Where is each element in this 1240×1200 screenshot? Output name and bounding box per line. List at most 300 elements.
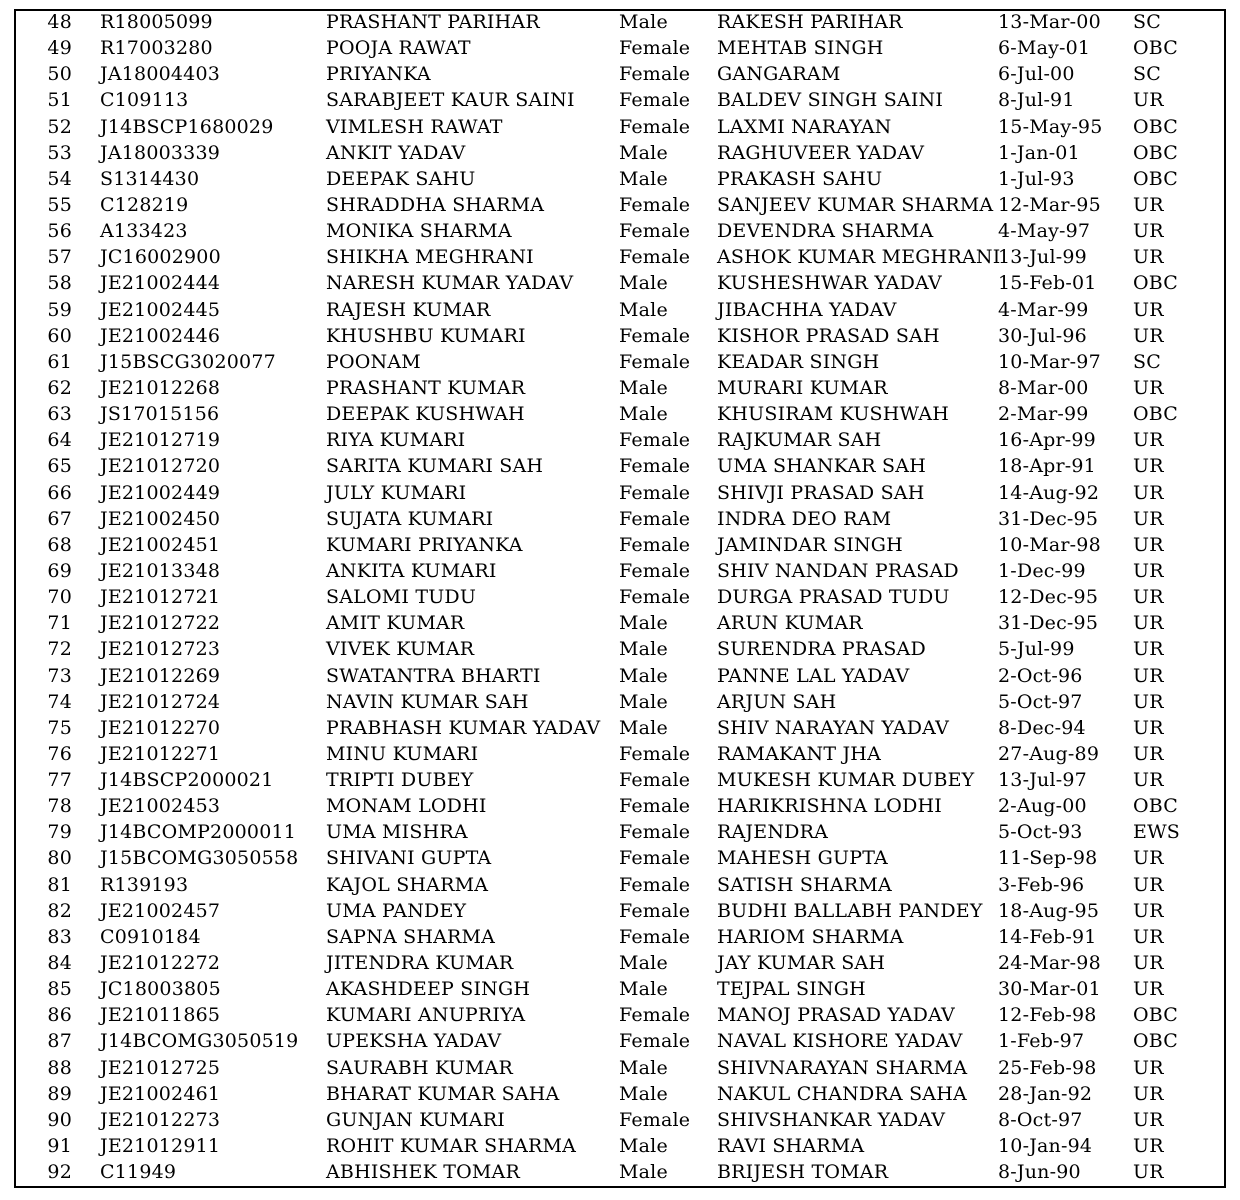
- roll-number-cell: JE21002453: [100, 795, 221, 818]
- date-of-birth-cell: 12-Dec-95: [998, 586, 1099, 609]
- candidate-name-cell: UMA PANDEY: [326, 899, 467, 922]
- serial-number-cell: 70: [47, 586, 72, 609]
- father-name-cell: MEHTAB SINGH: [717, 37, 884, 60]
- father-name-cell: DURGA PRASAD TUDU: [717, 586, 950, 609]
- date-of-birth-cell: 15-May-95: [998, 115, 1103, 138]
- table-row: [16, 87, 1226, 113]
- serial-number-cell: 76: [47, 742, 72, 765]
- table-row: [16, 532, 1226, 558]
- gender-cell: Female: [619, 742, 691, 765]
- category-cell: UR: [1133, 429, 1164, 452]
- candidate-name-cell: PRASHANT KUMAR: [326, 376, 526, 399]
- candidate-name-cell: ANKITA KUMARI: [326, 559, 497, 582]
- serial-number-cell: 49: [47, 37, 72, 60]
- category-cell: UR: [1133, 952, 1164, 975]
- serial-number-cell: 59: [47, 298, 72, 321]
- roll-number-cell: S1314430: [100, 167, 200, 190]
- serial-number-cell: 83: [47, 925, 72, 948]
- category-cell: OBC: [1133, 272, 1179, 295]
- roll-number-cell: J15BSCG3020077: [100, 350, 276, 373]
- roll-number-cell: JE21012273: [100, 1108, 221, 1131]
- serial-number-cell: 71: [47, 612, 72, 635]
- serial-number-cell: 75: [47, 716, 72, 739]
- roll-number-cell: JE21012721: [100, 586, 221, 609]
- gender-cell: Male: [619, 978, 668, 1001]
- date-of-birth-cell: 25-Feb-98: [998, 1056, 1097, 1079]
- roll-number-cell: J14BCOMG3050519: [100, 1030, 299, 1053]
- candidate-name-cell: UPEKSHA YADAV: [326, 1030, 502, 1053]
- category-cell: UR: [1133, 376, 1164, 399]
- candidate-name-cell: KUMARI PRIYANKA: [326, 533, 523, 556]
- roll-number-cell: JE21012272: [100, 952, 221, 975]
- gender-cell: Female: [619, 63, 691, 86]
- serial-number-cell: 86: [47, 1004, 72, 1027]
- serial-number-cell: 48: [47, 11, 72, 33]
- candidate-name-cell: DEEPAK SAHU: [326, 167, 476, 190]
- date-of-birth-cell: 4-Mar-99: [998, 298, 1089, 321]
- candidate-name-cell: AMIT KUMAR: [326, 612, 465, 635]
- gender-cell: Male: [619, 167, 668, 190]
- table-row: [16, 9, 1226, 35]
- table-row: [16, 741, 1226, 767]
- candidate-name-cell: SWATANTRA BHARTI: [326, 664, 541, 687]
- category-cell: UR: [1133, 246, 1164, 269]
- date-of-birth-cell: 27-Aug-89: [998, 742, 1100, 765]
- table-row: [16, 584, 1226, 610]
- date-of-birth-cell: 1-Feb-97: [998, 1030, 1085, 1053]
- roll-number-cell: J14BSCP1680029: [100, 115, 274, 138]
- roll-number-cell: JE21012911: [100, 1135, 221, 1158]
- roll-number-cell: C0910184: [100, 925, 201, 948]
- category-cell: UR: [1133, 769, 1164, 792]
- table-row: [16, 950, 1226, 976]
- category-cell: UR: [1133, 455, 1164, 478]
- serial-number-cell: 68: [47, 533, 72, 556]
- category-cell: UR: [1133, 193, 1164, 216]
- table-row: [16, 1055, 1226, 1081]
- candidate-name-cell: PRASHANT PARIHAR: [326, 11, 540, 33]
- roll-number-cell: JE21012270: [100, 716, 221, 739]
- candidate-name-cell: POONAM: [326, 350, 421, 373]
- father-name-cell: KISHOR PRASAD SAH: [717, 324, 940, 347]
- gender-cell: Female: [619, 115, 691, 138]
- date-of-birth-cell: 1-Jan-01: [998, 141, 1080, 164]
- roll-number-cell: JE21012271: [100, 742, 221, 765]
- gender-cell: Female: [619, 873, 691, 896]
- gender-cell: Male: [619, 272, 668, 295]
- roll-number-cell: JE21002444: [100, 272, 221, 295]
- father-name-cell: RAMAKANT JHA: [717, 742, 881, 765]
- father-name-cell: INDRA DEO RAM: [717, 507, 892, 530]
- serial-number-cell: 61: [47, 350, 72, 373]
- date-of-birth-cell: 28-Jan-92: [998, 1082, 1093, 1105]
- table-row: [16, 114, 1226, 140]
- date-of-birth-cell: 5-Oct-93: [998, 821, 1083, 844]
- father-name-cell: BUDHI BALLABH PANDEY: [717, 899, 983, 922]
- roll-number-cell: JE21012719: [100, 429, 221, 452]
- category-cell: UR: [1133, 533, 1164, 556]
- serial-number-cell: 67: [47, 507, 72, 530]
- roll-number-cell: JE21002449: [100, 481, 221, 504]
- date-of-birth-cell: 12-Mar-95: [998, 193, 1101, 216]
- table-row: [16, 506, 1226, 532]
- table-row: [16, 192, 1226, 218]
- father-name-cell: SANJEEV KUMAR SHARMA: [717, 193, 994, 216]
- candidate-name-cell: MONIKA SHARMA: [326, 220, 512, 243]
- table-row: [16, 845, 1226, 871]
- father-name-cell: BALDEV SINGH SAINI: [717, 89, 944, 112]
- roll-number-cell: JE21002446: [100, 324, 221, 347]
- father-name-cell: JAMINDAR SINGH: [717, 533, 903, 556]
- gender-cell: Female: [619, 220, 691, 243]
- table-row: [16, 480, 1226, 506]
- gender-cell: Female: [619, 533, 691, 556]
- date-of-birth-cell: 11-Sep-98: [998, 847, 1098, 870]
- gender-cell: Male: [619, 1056, 668, 1079]
- category-cell: OBC: [1133, 115, 1179, 138]
- candidate-name-cell: AKASHDEEP SINGH: [326, 978, 531, 1001]
- father-name-cell: SURENDRA PRASAD: [717, 638, 926, 661]
- serial-number-cell: 66: [47, 481, 72, 504]
- serial-number-cell: 56: [47, 220, 72, 243]
- gender-cell: Female: [619, 1108, 691, 1131]
- candidate-name-cell: ANKIT YADAV: [326, 141, 466, 164]
- date-of-birth-cell: 18-Aug-95: [998, 899, 1100, 922]
- table-row: [16, 924, 1226, 950]
- gender-cell: Female: [619, 795, 691, 818]
- serial-number-cell: 88: [47, 1056, 72, 1079]
- roll-number-cell: J15BCOMG3050558: [100, 847, 299, 870]
- serial-number-cell: 87: [47, 1030, 72, 1053]
- table-row: [16, 636, 1226, 662]
- father-name-cell: KEADAR SINGH: [717, 350, 880, 373]
- father-name-cell: UMA SHANKAR SAH: [717, 455, 926, 478]
- candidate-name-cell: PRIYANKA: [326, 63, 431, 86]
- table-row: [16, 61, 1226, 87]
- table-row: [16, 244, 1226, 270]
- candidate-name-cell: TRIPTI DUBEY: [326, 769, 474, 792]
- serial-number-cell: 50: [47, 63, 72, 86]
- candidate-name-cell: MONAM LODHI: [326, 795, 487, 818]
- father-name-cell: HARIKRISHNA LODHI: [717, 795, 942, 818]
- category-cell: UR: [1133, 638, 1164, 661]
- category-cell: OBC: [1133, 141, 1179, 164]
- roll-number-cell: C128219: [100, 193, 189, 216]
- category-cell: OBC: [1133, 795, 1179, 818]
- category-cell: SC: [1133, 63, 1161, 86]
- category-cell: UR: [1133, 481, 1164, 504]
- category-cell: UR: [1133, 324, 1164, 347]
- candidate-name-cell: NAVIN KUMAR SAH: [326, 690, 529, 713]
- roll-number-cell: JA18004403: [100, 63, 221, 86]
- father-name-cell: NAKUL CHANDRA SAHA: [717, 1082, 967, 1105]
- roll-number-cell: J14BCOMP2000011: [100, 821, 297, 844]
- serial-number-cell: 89: [47, 1082, 72, 1105]
- roll-number-cell: JE21012724: [100, 690, 221, 713]
- table-row: [16, 819, 1226, 845]
- gender-cell: Female: [619, 193, 691, 216]
- category-cell: UR: [1133, 925, 1164, 948]
- gender-cell: Female: [619, 455, 691, 478]
- table-row: [16, 610, 1226, 636]
- father-name-cell: JAY KUMAR SAH: [717, 952, 886, 975]
- roll-number-cell: JE21012268: [100, 376, 221, 399]
- table-row: [16, 715, 1226, 741]
- father-name-cell: KUSHESHWAR YADAV: [717, 272, 942, 295]
- date-of-birth-cell: 8-Mar-00: [998, 376, 1089, 399]
- date-of-birth-cell: 8-Jul-91: [998, 89, 1075, 112]
- candidate-name-cell: JULY KUMARI: [326, 481, 467, 504]
- category-cell: UR: [1133, 978, 1164, 1001]
- candidate-name-cell: RAJESH KUMAR: [326, 298, 491, 321]
- category-cell: UR: [1133, 899, 1164, 922]
- serial-number-cell: 92: [47, 1161, 72, 1184]
- serial-number-cell: 73: [47, 664, 72, 687]
- gender-cell: Male: [619, 11, 668, 33]
- roll-number-cell: R17003280: [100, 37, 213, 60]
- date-of-birth-cell: 24-Mar-98: [998, 952, 1101, 975]
- roll-number-cell: JE21012725: [100, 1056, 221, 1079]
- roll-number-cell: JE21012720: [100, 455, 221, 478]
- gender-cell: Male: [619, 298, 668, 321]
- gender-cell: Male: [619, 716, 668, 739]
- category-cell: UR: [1133, 507, 1164, 530]
- category-cell: UR: [1133, 298, 1164, 321]
- serial-number-cell: 74: [47, 690, 72, 713]
- gender-cell: Male: [619, 1161, 668, 1184]
- category-cell: UR: [1133, 1108, 1164, 1131]
- father-name-cell: BRIJESH TOMAR: [717, 1161, 889, 1184]
- serial-number-cell: 77: [47, 769, 72, 792]
- table-row: [16, 375, 1226, 401]
- candidate-name-cell: UMA MISHRA: [326, 821, 468, 844]
- father-name-cell: SHIV NARAYAN YADAV: [717, 716, 950, 739]
- serial-number-cell: 79: [47, 821, 72, 844]
- gender-cell: Male: [619, 403, 668, 426]
- father-name-cell: ASHOK KUMAR MEGHRANI: [717, 246, 1001, 269]
- gender-cell: Female: [619, 847, 691, 870]
- roll-number-cell: JS17015156: [100, 403, 220, 426]
- gender-cell: Female: [619, 769, 691, 792]
- serial-number-cell: 72: [47, 638, 72, 661]
- candidate-name-cell: PRABHASH KUMAR YADAV: [326, 716, 601, 739]
- serial-number-cell: 90: [47, 1108, 72, 1131]
- category-cell: UR: [1133, 742, 1164, 765]
- roll-number-cell: JE21002445: [100, 298, 221, 321]
- date-of-birth-cell: 14-Aug-92: [998, 481, 1100, 504]
- date-of-birth-cell: 2-Aug-00: [998, 795, 1087, 818]
- date-of-birth-cell: 13-Jul-99: [998, 246, 1087, 269]
- category-cell: UR: [1133, 1056, 1164, 1079]
- table-row: [16, 793, 1226, 819]
- roll-number-cell: JE21002457: [100, 899, 221, 922]
- table-row: [16, 872, 1226, 898]
- table-row: [16, 1028, 1226, 1054]
- father-name-cell: RAGHUVEER YADAV: [717, 141, 925, 164]
- candidate-name-cell: MINU KUMARI: [326, 742, 479, 765]
- serial-number-cell: 53: [47, 141, 72, 164]
- category-cell: OBC: [1133, 1004, 1179, 1027]
- date-of-birth-cell: 8-Oct-97: [998, 1108, 1083, 1131]
- father-name-cell: TEJPAL SINGH: [717, 978, 866, 1001]
- candidate-name-cell: SAURABH KUMAR: [326, 1056, 513, 1079]
- table-row: [16, 427, 1226, 453]
- date-of-birth-cell: 16-Apr-99: [998, 429, 1096, 452]
- candidate-name-cell: DEEPAK KUSHWAH: [326, 403, 525, 426]
- serial-number-cell: 69: [47, 559, 72, 582]
- father-name-cell: MAHESH GUPTA: [717, 847, 888, 870]
- candidate-name-cell: SHIVANI GUPTA: [326, 847, 492, 870]
- roll-number-cell: J14BSCP2000021: [100, 769, 274, 792]
- father-name-cell: GANGARAM: [717, 63, 841, 86]
- serial-number-cell: 85: [47, 978, 72, 1001]
- father-name-cell: ARUN KUMAR: [717, 612, 863, 635]
- father-name-cell: SHIVNARAYAN SHARMA: [717, 1056, 968, 1079]
- roll-number-cell: JE21012722: [100, 612, 221, 635]
- category-cell: OBC: [1133, 1030, 1179, 1053]
- date-of-birth-cell: 6-May-01: [998, 37, 1091, 60]
- father-name-cell: NAVAL KISHORE YADAV: [717, 1030, 963, 1053]
- serial-number-cell: 65: [47, 455, 72, 478]
- gender-cell: Female: [619, 324, 691, 347]
- date-of-birth-cell: 30-Jul-96: [998, 324, 1087, 347]
- father-name-cell: SHIVSHANKAR YADAV: [717, 1108, 946, 1131]
- gender-cell: Female: [619, 481, 691, 504]
- roll-number-cell: JE21011865: [100, 1004, 221, 1027]
- father-name-cell: RAJKUMAR SAH: [717, 429, 882, 452]
- roll-number-cell: R139193: [100, 873, 189, 896]
- roll-number-cell: JE21002461: [100, 1082, 221, 1105]
- category-cell: UR: [1133, 559, 1164, 582]
- gender-cell: Female: [619, 246, 691, 269]
- candidate-list-table: [14, 9, 1226, 1188]
- date-of-birth-cell: 5-Oct-97: [998, 690, 1083, 713]
- father-name-cell: JIBACHHA YADAV: [717, 298, 897, 321]
- roll-number-cell: A133423: [100, 220, 188, 243]
- gender-cell: Male: [619, 690, 668, 713]
- roll-number-cell: JA18003339: [100, 141, 221, 164]
- candidate-name-cell: POOJA RAWAT: [326, 37, 471, 60]
- gender-cell: Female: [619, 429, 691, 452]
- father-name-cell: PANNE LAL YADAV: [717, 664, 910, 687]
- category-cell: UR: [1133, 1161, 1164, 1184]
- candidate-name-cell: SHIKHA MEGHRANI: [326, 246, 534, 269]
- candidate-name-cell: RIYA KUMARI: [326, 429, 466, 452]
- serial-number-cell: 54: [47, 167, 72, 190]
- table-row: [16, 35, 1226, 61]
- serial-number-cell: 82: [47, 899, 72, 922]
- category-cell: OBC: [1133, 403, 1179, 426]
- date-of-birth-cell: 12-Feb-98: [998, 1004, 1097, 1027]
- serial-number-cell: 60: [47, 324, 72, 347]
- date-of-birth-cell: 6-Jul-00: [998, 63, 1075, 86]
- date-of-birth-cell: 8-Jun-90: [998, 1161, 1081, 1184]
- candidate-name-cell: NARESH KUMAR YADAV: [326, 272, 574, 295]
- table-row: [16, 1159, 1226, 1185]
- table-row: [16, 297, 1226, 323]
- candidate-name-cell: SUJATA KUMARI: [326, 507, 494, 530]
- serial-number-cell: 57: [47, 246, 72, 269]
- table-row: [16, 270, 1226, 296]
- date-of-birth-cell: 10-Mar-97: [998, 350, 1101, 373]
- category-cell: UR: [1133, 586, 1164, 609]
- date-of-birth-cell: 14-Feb-91: [998, 925, 1097, 948]
- date-of-birth-cell: 2-Oct-96: [998, 664, 1083, 687]
- date-of-birth-cell: 15-Feb-01: [998, 272, 1097, 295]
- table-row: [16, 1107, 1226, 1133]
- table-row: [16, 1002, 1226, 1028]
- roll-number-cell: C11949: [100, 1161, 177, 1184]
- candidate-name-cell: SARABJEET KAUR SAINI: [326, 89, 575, 112]
- category-cell: UR: [1133, 716, 1164, 739]
- father-name-cell: DEVENDRA SHARMA: [717, 220, 934, 243]
- roll-number-cell: JE21002451: [100, 533, 221, 556]
- gender-cell: Female: [619, 899, 691, 922]
- gender-cell: Female: [619, 89, 691, 112]
- father-name-cell: ARJUN SAH: [717, 690, 837, 713]
- candidate-name-cell: SALOMI TUDU: [326, 586, 477, 609]
- serial-number-cell: 78: [47, 795, 72, 818]
- category-cell: OBC: [1133, 167, 1179, 190]
- table-row: [16, 140, 1226, 166]
- table-row: [16, 1081, 1226, 1107]
- serial-number-cell: 58: [47, 272, 72, 295]
- category-cell: UR: [1133, 690, 1164, 713]
- category-cell: UR: [1133, 1135, 1164, 1158]
- father-name-cell: MURARI KUMAR: [717, 376, 888, 399]
- father-name-cell: PRAKASH SAHU: [717, 167, 883, 190]
- candidate-name-cell: SARITA KUMARI SAH: [326, 455, 544, 478]
- roll-number-cell: R18005099: [100, 11, 213, 33]
- date-of-birth-cell: 4-May-97: [998, 220, 1091, 243]
- date-of-birth-cell: 18-Apr-91: [998, 455, 1096, 478]
- category-cell: UR: [1133, 664, 1164, 687]
- candidate-name-cell: KHUSHBU KUMARI: [326, 324, 526, 347]
- gender-cell: Female: [619, 559, 691, 582]
- table-row: [16, 349, 1226, 375]
- serial-number-cell: 62: [47, 376, 72, 399]
- date-of-birth-cell: 8-Dec-94: [998, 716, 1086, 739]
- roll-number-cell: JE21013348: [100, 559, 221, 582]
- father-name-cell: HARIOM SHARMA: [717, 925, 904, 948]
- candidate-name-cell: SHRADDHA SHARMA: [326, 193, 545, 216]
- serial-number-cell: 91: [47, 1135, 72, 1158]
- roll-number-cell: JC18003805: [100, 978, 221, 1001]
- father-name-cell: KHUSIRAM KUSHWAH: [717, 403, 950, 426]
- category-cell: UR: [1133, 612, 1164, 635]
- date-of-birth-cell: 3-Feb-96: [998, 873, 1085, 896]
- roll-number-cell: JC16002900: [100, 246, 221, 269]
- serial-number-cell: 55: [47, 193, 72, 216]
- date-of-birth-cell: 5-Jul-99: [998, 638, 1075, 661]
- table-row: [16, 401, 1226, 427]
- gender-cell: Female: [619, 37, 691, 60]
- table-row: [16, 218, 1226, 244]
- candidate-name-cell: VIMLESH RAWAT: [326, 115, 503, 138]
- category-cell: UR: [1133, 1082, 1164, 1105]
- father-name-cell: SHIV NANDAN PRASAD: [717, 559, 959, 582]
- gender-cell: Female: [619, 1030, 691, 1053]
- date-of-birth-cell: 1-Dec-99: [998, 559, 1086, 582]
- gender-cell: Male: [619, 1082, 668, 1105]
- category-cell: SC: [1133, 11, 1161, 33]
- date-of-birth-cell: 13-Jul-97: [998, 769, 1087, 792]
- serial-number-cell: 52: [47, 115, 72, 138]
- candidate-name-cell: JITENDRA KUMAR: [326, 952, 514, 975]
- serial-number-cell: 81: [47, 873, 72, 896]
- father-name-cell: SATISH SHARMA: [717, 873, 892, 896]
- gender-cell: Male: [619, 376, 668, 399]
